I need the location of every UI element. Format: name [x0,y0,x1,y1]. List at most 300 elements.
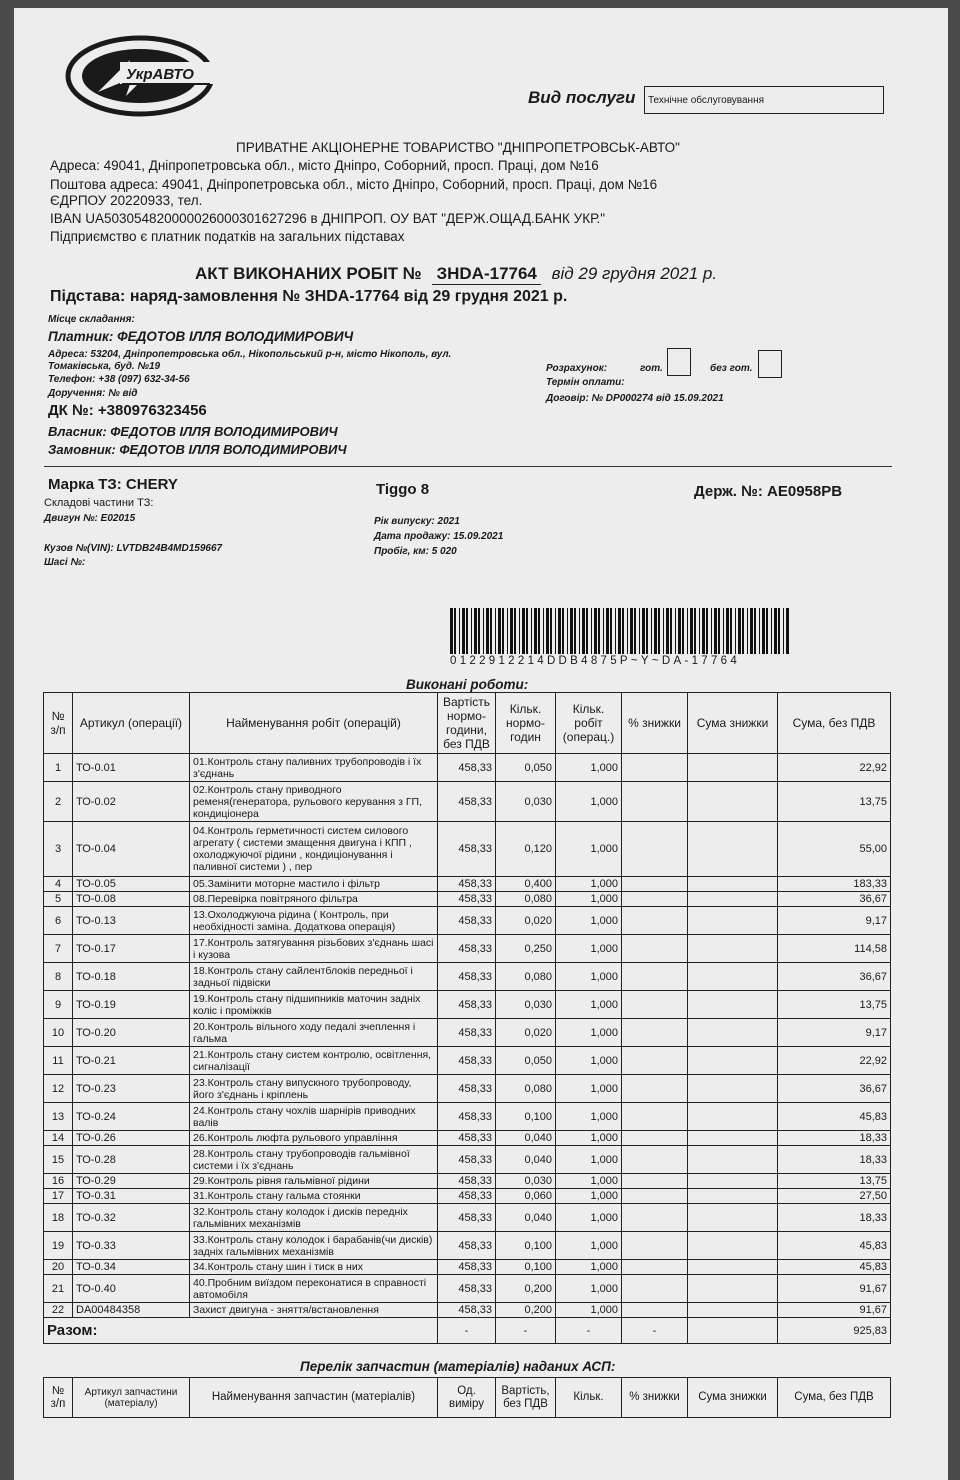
row-name: 26.Контроль люфта рульового управління [190,1131,438,1146]
barcode-bar [766,608,768,654]
barcode-bar [606,608,609,654]
row-ops-qty: 1,000 [556,782,622,822]
row-hour-rate: 458,33 [438,1174,496,1189]
barcode-bar [579,608,580,654]
parts-table [43,1377,891,1418]
barcode-bar [630,608,633,654]
barcode-bar [706,608,708,654]
row-ops-qty: 1,000 [556,963,622,991]
row-discount-sum [688,1019,778,1047]
row-sum: 36,67 [778,1075,891,1103]
row-no: 8 [44,963,73,991]
table-row [44,963,891,991]
row-hour-rate: 458,33 [438,1019,496,1047]
row-discount-sum [688,1275,778,1303]
barcode-bar [483,608,484,654]
barcode-bar [622,608,624,654]
table-row [44,907,891,935]
barcode-bar [531,608,532,654]
row-ops-qty: 1,000 [556,1131,622,1146]
barcode-bar [570,608,573,654]
row-article: ТО-0.08 [73,892,190,907]
row-sum: 91,67 [778,1303,891,1318]
row-sum: 9,17 [778,1019,891,1047]
row-name: 28.Контроль стану трубопроводів гальмівної системи і їх з'єднань [190,1146,438,1174]
parts-header-price: Вартість, без ПДВ [496,1378,556,1418]
parts-header-discount-sum: Сума знижки [688,1378,778,1418]
barcode-bar [723,608,724,654]
total-dash: - [556,1318,622,1344]
vehicle-mileage: Пробіг, км: 5 020 [374,546,457,557]
row-hours: 0,080 [496,1075,556,1103]
parts-title: Перелік запчастин (матеріалів) наданих АСП: [300,1359,616,1374]
row-article: ТО-0.04 [73,822,190,877]
row-hours: 0,400 [496,877,556,892]
barcode-bar [618,608,621,654]
row-discount-sum [688,1075,778,1103]
row-article: ТО-0.01 [73,754,190,782]
row-name: 19.Контроль стану підшипників маточин задніх коліс і проміжків [190,991,438,1019]
row-discount-pct [622,1047,688,1075]
barcode-bar [687,608,688,654]
row-sum: 22,92 [778,754,891,782]
payer-address-line1: Адреса: 53204, Дніпропетровська обл., Нікопольський р-н, місто Нікополь, вул. [48,349,452,360]
barcode-bar [574,608,576,654]
row-article: ТО-0.40 [73,1275,190,1303]
row-name: 05.Замінити моторне мастило і фільтр [190,877,438,892]
contract: Договір: № DP000274 від 15.09.2021 [546,393,724,404]
table-row [44,1189,891,1204]
act-basis: Підстава: наряд-замовлення № ЗНDA-17764 від 29 грудня 2021 р. [50,288,568,305]
row-discount-sum [688,1174,778,1189]
row-article: ТО-0.26 [73,1131,190,1146]
owner: Власник: ФЕДОТОВ ІЛЛЯ ВОЛОДИМИРОВИЧ [48,424,338,439]
barcode-bar [454,608,456,654]
row-hours: 0,100 [496,1103,556,1131]
barcode-bar [711,608,712,654]
barcode-bar [615,608,616,654]
barcode-bar [466,608,468,654]
row-discount-sum [688,822,778,877]
barcode-bar [730,608,732,654]
total-dash: - [622,1318,688,1344]
barcode-bar [507,608,508,654]
row-discount-pct [622,822,688,877]
svg-text:УкрАВТО: УкрАВТО [126,66,194,83]
row-ops-qty: 1,000 [556,892,622,907]
barcode-bar [666,608,669,654]
barcode-bar [658,608,660,654]
total-dash: - [496,1318,556,1344]
ukravto-logo [60,30,220,120]
row-hours: 0,030 [496,782,556,822]
row-hours: 0,020 [496,1019,556,1047]
row-article: ТО-0.18 [73,963,190,991]
row-no: 18 [44,1204,73,1232]
row-name: 21.Контроль стану систем контролю, освітлення, сигналізації [190,1047,438,1075]
vehicle-brand: Марка ТЗ: CHERY [48,476,178,493]
barcode-bar [502,608,504,654]
row-hour-rate: 458,33 [438,1275,496,1303]
row-article: ТО-0.34 [73,1260,190,1275]
barcode-bar [646,608,648,654]
row-sum: 183,33 [778,877,891,892]
barcode-bar [567,608,568,654]
total-label: Разом: [44,1318,438,1344]
company-iban: IBAN UA503054820000026000301627296 в ДНІПРОП. ОУ ВАТ "ДЕРЖ.ОЩАД.БАНК УКР." [50,211,606,226]
barcode-bar [762,608,765,654]
barcode-bar [786,608,789,654]
act-title [195,264,717,285]
barcode-bar [670,608,672,654]
row-discount-pct [622,1103,688,1131]
service-type-label: Вид послуги [528,88,636,107]
row-name: 02.Контроль стану приводного ременя(генератора, рульового керування з ГП, кондиціонера [190,782,438,822]
row-ops-qty: 1,000 [556,1189,622,1204]
header-ops-qty: Кільк. робіт (операц.) [556,693,622,754]
row-no: 11 [44,1047,73,1075]
parts-header-discount-pct: % знижки [622,1378,688,1418]
row-discount-pct [622,1075,688,1103]
row-sum: 18,33 [778,1146,891,1174]
vehicle-plate: Держ. №: AE0958PB [694,483,843,500]
table-row [44,1019,891,1047]
barcode-bar [538,608,540,654]
row-sum: 45,83 [778,1232,891,1260]
row-hour-rate: 458,33 [438,1047,496,1075]
row-discount-pct [622,1204,688,1232]
barcode-bar [742,608,744,654]
row-name: 18.Контроль стану сайлентблоків передньої і задньої підвіски [190,963,438,991]
barcode-bar [738,608,741,654]
row-discount-sum [688,1131,778,1146]
barcode-bar [498,608,501,654]
row-article: ТО-0.29 [73,1174,190,1189]
row-hour-rate: 458,33 [438,935,496,963]
row-ops-qty: 1,000 [556,907,622,935]
vehicle-sale-date: Дата продажу: 15.09.2021 [374,531,504,542]
parts-header-article: Артикул запчастини (матеріалу) [73,1378,190,1418]
row-no: 10 [44,1019,73,1047]
table-row [44,935,891,963]
row-hours: 0,020 [496,907,556,935]
row-hours: 0,050 [496,1047,556,1075]
row-hour-rate: 458,33 [438,1260,496,1275]
row-discount-sum [688,1232,778,1260]
barcode-bar [510,608,513,654]
barcode-bar [774,608,777,654]
row-no: 12 [44,1075,73,1103]
barcode-bar [550,608,552,654]
row-discount-pct [622,1189,688,1204]
barcode-bar [750,608,753,654]
row-ops-qty: 1,000 [556,822,622,877]
row-discount-sum [688,892,778,907]
barcode-bar [534,608,537,654]
row-name: 29.Контроль рівня гальмівної рідини [190,1174,438,1189]
payment-cash-checkbox[interactable] [667,348,691,376]
table-row [44,754,891,782]
row-hour-rate: 458,33 [438,963,496,991]
row-discount-pct [622,1019,688,1047]
company-tax-status: Підприємство є платник податків на загальних підставах [50,229,405,244]
company-edrpou: ЄДРПОУ 20220933, тел. [50,193,203,208]
table-row [44,892,891,907]
barcode-bar [627,608,628,654]
row-hours: 0,100 [496,1232,556,1260]
row-hours: 0,080 [496,892,556,907]
row-sum: 13,75 [778,782,891,822]
row-article: ТО-0.13 [73,907,190,935]
row-ops-qty: 1,000 [556,1103,622,1131]
barcode-bar [639,608,640,654]
barcode-bar [546,608,549,654]
row-ops-qty: 1,000 [556,1260,622,1275]
barcode-bar [603,608,604,654]
row-ops-qty: 1,000 [556,1047,622,1075]
parts-header-unit: Од. виміру [438,1378,496,1418]
payment-cash-label: гот. [640,363,663,374]
barcode-bar [474,608,477,654]
table-row [44,1075,891,1103]
works-title: Виконані роботи: [406,677,529,692]
payer-address-line2: Томаківська, буд. №19 [48,361,161,372]
row-name: 40.Пробним виїздом переконатися в справності автомобіля [190,1275,438,1303]
header-sum: Сума, без ПДВ [778,693,891,754]
barcode-bar [586,608,588,654]
row-ops-qty: 1,000 [556,754,622,782]
row-article: ТО-0.05 [73,877,190,892]
row-discount-pct [622,1303,688,1318]
payment-noncash-label: без гот. [710,363,753,374]
barcode-bar [702,608,705,654]
row-ops-qty: 1,000 [556,935,622,963]
barcode-bar [682,608,684,654]
company-address: Адреса: 49041, Дніпропетровська обл., місто Дніпро, Соборний, просп. Праці, дом №16 [50,158,599,173]
row-discount-pct [622,892,688,907]
company-name: ПРИВАТНЕ АКЦІОНЕРНЕ ТОВАРИСТВО "ДНІПРОПЕТРОВСЬК-АВТО" [236,140,680,155]
row-hours: 0,050 [496,754,556,782]
row-sum: 9,17 [778,907,891,935]
row-sum: 91,67 [778,1275,891,1303]
vehicle-vin: Кузов №(VIN): LVTDB24B4MD159667 [44,543,223,554]
barcode-bar [735,608,736,654]
row-sum: 36,67 [778,963,891,991]
act-date: від 29 грудня 2021 р. [551,264,718,283]
barcode-bar [663,608,664,654]
works-header-row [44,693,891,754]
row-article: ТО-0.32 [73,1204,190,1232]
vehicle-parts: Складові частини ТЗ: [44,497,154,509]
row-no: 13 [44,1103,73,1131]
row-hours: 0,200 [496,1303,556,1318]
row-hours: 0,030 [496,1174,556,1189]
parts-header-qty: Кільк. [556,1378,622,1418]
row-discount-sum [688,1103,778,1131]
barcode-bar [471,608,472,654]
header-no: № з/п [44,693,73,754]
header-article: Артикул (операції) [73,693,190,754]
payer-phone: Телефон: +38 (097) 632-34-56 [48,374,190,385]
row-article: ТО-0.33 [73,1232,190,1260]
row-discount-pct [622,963,688,991]
row-name: 20.Контроль вільного ходу педалі зчеплення і гальма [190,1019,438,1047]
barcode [450,608,790,654]
row-article: ТО-0.28 [73,1146,190,1174]
row-discount-pct [622,907,688,935]
row-article: ТО-0.02 [73,782,190,822]
row-hour-rate: 458,33 [438,1131,496,1146]
row-no: 4 [44,877,73,892]
row-discount-sum [688,1146,778,1174]
row-ops-qty: 1,000 [556,877,622,892]
payment-label: Розрахунок: [546,363,608,374]
barcode-bar [598,608,600,654]
row-hour-rate: 458,33 [438,1303,496,1318]
table-row [44,877,891,892]
row-no: 22 [44,1303,73,1318]
dk-number: ДК №: +380976323456 [48,402,207,419]
row-ops-qty: 1,000 [556,1174,622,1189]
row-sum: 13,75 [778,1174,891,1189]
row-name: 24.Контроль стану чохлів шарнірів приводних валів [190,1103,438,1131]
barcode-bar [694,608,696,654]
row-discount-pct [622,782,688,822]
barcode-bar [610,608,612,654]
parts-header-no: № з/п [44,1378,73,1418]
row-discount-sum [688,935,778,963]
row-sum: 114,58 [778,935,891,963]
row-hour-rate: 458,33 [438,1232,496,1260]
parts-header-sum: Сума, без ПДВ [778,1378,891,1418]
row-name: 17.Контроль затягування різьбових з'єднань шасі і кузова [190,935,438,963]
barcode-bar [486,608,489,654]
row-no: 2 [44,782,73,822]
row-discount-pct [622,935,688,963]
row-sum: 18,33 [778,1204,891,1232]
row-hour-rate: 458,33 [438,1204,496,1232]
works-table [43,692,891,1344]
payer: Платник: ФЕДОТОВ ІЛЛЯ ВОЛОДИМИРОВИЧ [48,329,354,344]
payment-term: Термін оплати: [546,377,625,388]
barcode-bar [519,608,520,654]
row-name: 01.Контроль стану паливних трубопроводів і їх з'єднань [190,754,438,782]
table-row [44,1131,891,1146]
row-sum: 36,67 [778,892,891,907]
customer: Замовник: ФЕДОТОВ ІЛЛЯ ВОЛОДИМИРОВИЧ [48,442,347,457]
row-name: 31.Контроль стану гальма стоянки [190,1189,438,1204]
row-no: 20 [44,1260,73,1275]
row-hours: 0,200 [496,1275,556,1303]
row-no: 19 [44,1232,73,1260]
vehicle-model: Tiggo 8 [376,481,430,498]
row-discount-pct [622,1146,688,1174]
row-hour-rate: 458,33 [438,1103,496,1131]
table-row [44,1174,891,1189]
row-hours: 0,040 [496,1204,556,1232]
row-hours: 0,080 [496,963,556,991]
table-row [44,1103,891,1131]
row-article: ТО-0.17 [73,935,190,963]
barcode-bar [778,608,780,654]
row-ops-qty: 1,000 [556,991,622,1019]
table-row [44,1275,891,1303]
row-discount-sum [688,1047,778,1075]
parts-header-name: Найменування запчастин (матеріалів) [190,1378,438,1418]
barcode-bar [490,608,492,654]
barcode-bar [594,608,597,654]
row-discount-pct [622,1275,688,1303]
row-discount-sum [688,1189,778,1204]
barcode-bar [582,608,585,654]
table-row [44,991,891,1019]
row-hours: 0,100 [496,1260,556,1275]
works-total-row [44,1318,891,1344]
row-article: ТО-0.19 [73,991,190,1019]
row-ops-qty: 1,000 [556,1146,622,1174]
row-discount-sum [688,782,778,822]
header-hour-rate: Вартість нормо-години, без ПДВ [438,693,496,754]
row-discount-sum [688,907,778,935]
row-article: ТО-0.21 [73,1047,190,1075]
row-no: 14 [44,1131,73,1146]
header-discount-pct: % знижки [622,693,688,754]
row-no: 6 [44,907,73,935]
barcode-bar [675,608,676,654]
barcode-bar [462,608,465,654]
table-row [44,1232,891,1260]
row-no: 7 [44,935,73,963]
table-row [44,1303,891,1318]
barcode-bar [591,608,592,654]
row-article: ТО-0.20 [73,1019,190,1047]
barcode-bar [642,608,645,654]
row-discount-sum [688,1204,778,1232]
divider [44,466,892,467]
row-ops-qty: 1,000 [556,1275,622,1303]
row-no: 15 [44,1146,73,1174]
table-row [44,1146,891,1174]
barcode-bar [478,608,480,654]
parts-header-row [44,1378,891,1418]
barcode-bar [771,608,772,654]
row-article: ТО-0.24 [73,1103,190,1131]
table-row [44,1047,891,1075]
barcode-bar [450,608,453,654]
place-of-issue: Місце складання: [48,314,135,325]
row-ops-qty: 1,000 [556,1232,622,1260]
row-discount-pct [622,1131,688,1146]
row-hour-rate: 458,33 [438,754,496,782]
payment-noncash-checkbox[interactable] [758,350,782,378]
row-name: Захист двигуна - зняття/встановлення [190,1303,438,1318]
row-discount-pct [622,1232,688,1260]
row-hours: 0,120 [496,822,556,877]
row-discount-pct [622,754,688,782]
vehicle-engine: Двигун №: E02015 [44,513,136,524]
row-no: 5 [44,892,73,907]
row-discount-sum [688,991,778,1019]
row-no: 16 [44,1174,73,1189]
row-sum: 18,33 [778,1131,891,1146]
row-article: DA00484358 [73,1303,190,1318]
row-hours: 0,040 [496,1146,556,1174]
barcode-bar [654,608,657,654]
row-hours: 0,250 [496,935,556,963]
row-hours: 0,060 [496,1189,556,1204]
row-hour-rate: 458,33 [438,782,496,822]
row-discount-sum [688,877,778,892]
